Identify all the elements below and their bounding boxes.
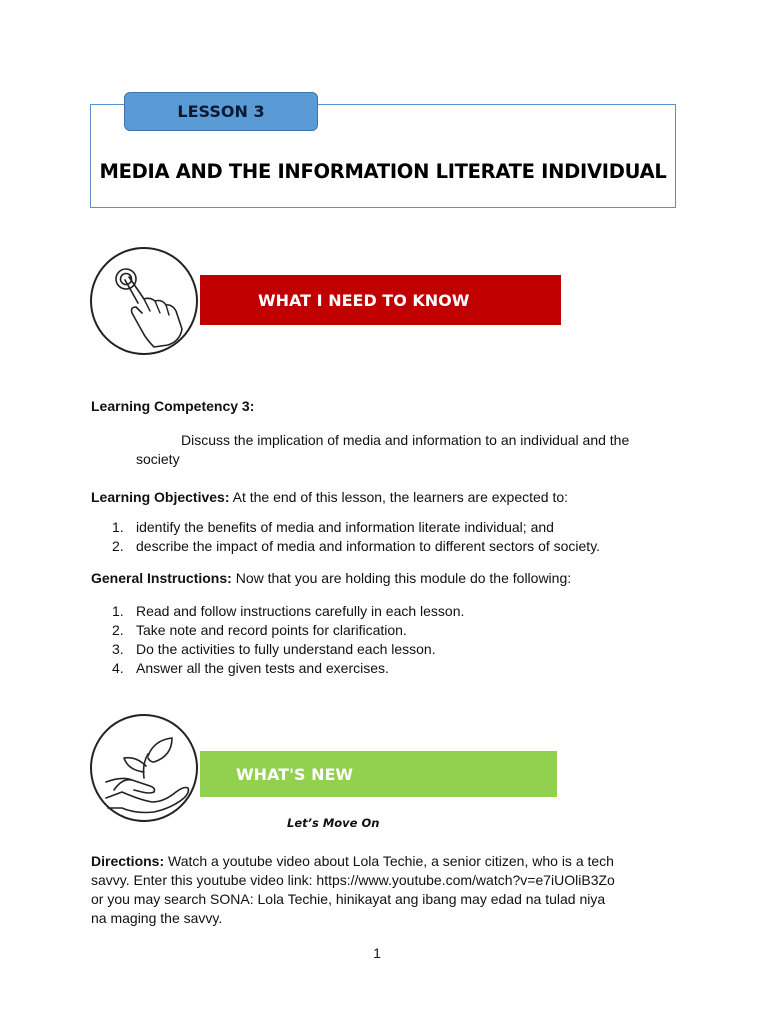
instructions-intro xyxy=(91,569,571,588)
section-label: WHAT I NEED TO KNOW xyxy=(258,290,470,310)
list-item: 1. Read and follow instructions carefully in each lesson. xyxy=(112,603,465,619)
objectives-intro-text: At the end of this lesson, the learners are expected to: xyxy=(229,489,569,505)
instructions-heading: General Instructions: xyxy=(91,570,232,586)
activity-title: Let’s Move On xyxy=(287,816,380,830)
directions-paragraph: Directions: Watch a youtube video about Lola Techie, a senior citizen, who is a tech savvy. Enter this youtube video link: https://www.youtube.com/watch?v=e7iUOliB3Zo or you may search SONA: Lola Techie, hinikayat ang ibang may edad na tulad niya na maging the savvy. xyxy=(91,853,615,926)
section-banner-need-to-know xyxy=(200,275,561,325)
competency-heading: Learning Competency 3: xyxy=(91,398,255,414)
instructions-list xyxy=(112,602,464,678)
hand-plant-icon xyxy=(90,714,198,822)
page-title: MEDIA AND THE INFORMATION LITERATE INDIVIDUAL xyxy=(99,160,667,183)
section-label: WHAT'S NEW xyxy=(236,764,354,784)
list-item: 3. Do the activities to fully understand each lesson. xyxy=(112,641,436,657)
objectives-list xyxy=(112,518,600,556)
objectives-intro xyxy=(91,488,568,507)
directions-label: Directions: xyxy=(91,853,165,869)
list-item: 2. describe the impact of media and information to different sectors of society. xyxy=(112,538,601,554)
page-number: 1 xyxy=(373,945,381,961)
instructions-intro-text: Now that you are holding this module do the following: xyxy=(231,570,572,586)
list-item: 1. identify the benefits of media and information literate individual; and xyxy=(112,519,554,535)
section-banner-whats-new xyxy=(200,751,557,797)
lesson-badge: LESSON 3 xyxy=(124,92,318,131)
objectives-heading: Learning Objectives: xyxy=(91,489,230,505)
competency-text-cont: society xyxy=(136,451,180,467)
competency-text: Discuss the implication of media and information to an individual and the xyxy=(181,432,630,448)
list-item: 4. Answer all the given tests and exercises. xyxy=(112,660,389,676)
list-item: 2. Take note and record points for clarification. xyxy=(112,622,407,638)
hand-touch-icon xyxy=(90,247,198,355)
